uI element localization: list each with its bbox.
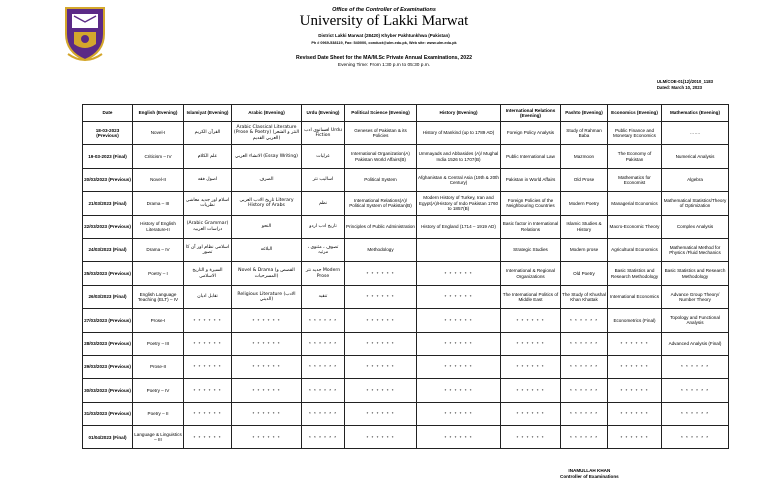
subject-cell: Prose-II: [133, 355, 184, 378]
subject-cell: القرآن الكريم: [184, 122, 232, 145]
subject-cell: Religious Literature (الادب الديني): [232, 285, 302, 308]
subject-cell: * * * * * *: [232, 309, 302, 332]
column-header: Political Science (Evening): [345, 105, 417, 122]
subject-cell: Islamic Studies & History: [561, 215, 608, 238]
table-header: [83, 105, 729, 122]
controller-title: Controller of Examinations: [560, 474, 619, 479]
date-cell: 20/03/2023 (Previous): [83, 168, 133, 191]
table-row: [83, 285, 729, 308]
subject-cell: * * * * * *: [561, 426, 608, 449]
subject-cell: البلاغه: [232, 238, 302, 261]
subject-cell: افسانوی ادب Urdu Fiction: [302, 122, 345, 145]
controller-name: INAMULLAH KHAN: [568, 468, 611, 473]
subject-cell: * * * * * *: [501, 332, 561, 355]
date-sheet-table: [82, 104, 729, 449]
subject-cell: History of English Literature-II: [133, 215, 184, 238]
subject-cell: * * * * * *: [662, 379, 729, 402]
date-cell: 30/03/2023 (Previous): [83, 379, 133, 402]
subject-cell: Poetry – IV: [133, 379, 184, 402]
subject-cell: Pakistan in World Affairs: [501, 168, 561, 191]
subject-cell: Mazmoon: [561, 145, 608, 168]
subject-cell: علم الكلام: [184, 145, 232, 168]
date-cell: 27/03/2023 (Previous): [83, 309, 133, 332]
subject-cell: * * * * * *: [302, 355, 345, 378]
date-cell: 31/03/2023 (Previous): [83, 402, 133, 425]
subject-cell: Poetry – III: [133, 332, 184, 355]
subject-cell: English Language Teaching (ELT) – IV: [133, 285, 184, 308]
subject-cell: Foreign Policies of the Neighbouring Countries: [501, 192, 561, 215]
subject-cell: اصول فقه: [184, 168, 232, 191]
subject-cell: …….: [662, 122, 729, 145]
subject-cell: Managerial Economics: [608, 192, 662, 215]
subject-cell: النحو: [232, 215, 302, 238]
subject-cell: * * * * * *: [417, 332, 501, 355]
subject-cell: Basic factor in International Relations: [501, 215, 561, 238]
subject-cell: Afghanistan & Central Asia (19th & 20th Century): [417, 168, 501, 191]
reference-block: [657, 79, 713, 91]
subject-cell: * * * * * *: [662, 402, 729, 425]
subject-cell: * * * * * *: [501, 426, 561, 449]
subject-cell: * * * * * *: [184, 355, 232, 378]
district-address: District Lakki Marwat (28420) Khyber Pakhtunkhwa (Pakistan): [318, 33, 450, 38]
subject-cell: * * * * * *: [608, 355, 662, 378]
subject-cell: تصوف ، مثنوی ، مرثیہ: [302, 238, 345, 261]
subject-cell: * * * * * *: [608, 402, 662, 425]
column-header: Date: [83, 105, 133, 122]
subject-cell: الصرف: [232, 168, 302, 191]
column-header: Arabic (Evening): [232, 105, 302, 122]
column-header: Pashto (Evening): [561, 105, 608, 122]
subject-cell: Criticism – IV: [133, 145, 184, 168]
subject-cell: جدید نثر Modern Prose: [302, 262, 345, 285]
subject-cell: * * * * * *: [232, 355, 302, 378]
date-cell: 01/04/2023 (Final): [83, 426, 133, 449]
subject-cell: Novel & Drama (القصص و المسرحيات): [232, 262, 302, 285]
subject-cell: International & Regional Organizations: [501, 262, 561, 285]
subject-cell: * * * * * *: [501, 402, 561, 425]
date-cell: 25/03/2023 (Previous): [83, 262, 133, 285]
subject-cell: Modern Poetry: [561, 192, 608, 215]
subject-cell: * * * * * *: [184, 402, 232, 425]
subject-cell: اسلام اور جدید معاشی نظریات: [184, 192, 232, 215]
subject-cell: * * * * * *: [184, 332, 232, 355]
table-row: [83, 192, 729, 215]
sheet-title: Revised Date Sheet for the MA/M.Sc Private Annual Examinations, 2022: [296, 55, 472, 61]
subject-cell: * * * * * *: [561, 402, 608, 425]
subject-cell: Old Poetry: [561, 262, 608, 285]
contact-info: Ph # 0969-538119, Fax: 540000, conduct@ulm.edu.pk, Web site: www.ulm.edu.pk: [311, 41, 457, 45]
subject-cell: * * * * * *: [345, 332, 417, 355]
subject-cell: * * * * * *: [302, 332, 345, 355]
subject-cell: * * * * * *: [501, 379, 561, 402]
subject-cell: * * * * * *: [232, 379, 302, 402]
column-header: English (Evening): [133, 105, 184, 122]
subject-cell: Advanced Analysis (Final): [662, 332, 729, 355]
subject-cell: Macro-Economic Theory: [608, 215, 662, 238]
subject-cell: * * * * * *: [184, 309, 232, 332]
subject-cell: اسلامی نظام اور آن کا تصور: [184, 238, 232, 261]
table-row: [83, 426, 729, 449]
subject-cell: Novel-I: [133, 122, 184, 145]
subject-cell: * * * * * *: [184, 379, 232, 402]
subject-cell: * * * * * *: [345, 262, 417, 285]
dated-line: Dated: March 10, 2023: [656, 85, 702, 90]
table-row: [83, 355, 729, 378]
office-title: Office of the Controller of Examinations: [332, 7, 436, 13]
column-header: History (Evening): [417, 105, 501, 122]
subject-cell: Public International Law: [501, 145, 561, 168]
subject-cell: * * * * * *: [501, 355, 561, 378]
table-row: [83, 332, 729, 355]
subject-cell: Basic Statistics and Research Methodology: [662, 262, 729, 285]
subject-cell: * * * * * *: [417, 402, 501, 425]
table-row: [83, 262, 729, 285]
subject-cell: Topology and Functional Analysis: [662, 309, 729, 332]
subject-cell: Novel-II: [133, 168, 184, 191]
subject-cell: * * * * * *: [232, 426, 302, 449]
subject-cell: International Relations(A)/ Political System of Pakistan(B): [345, 192, 417, 215]
subject-cell: Drama – III: [133, 192, 184, 215]
subject-cell: نظم: [302, 192, 345, 215]
date-cell: 22/03/2023 (Previous): [83, 215, 133, 238]
table-row: [83, 238, 729, 261]
subject-cell: Poetry – II: [133, 402, 184, 425]
reference-number: ULM/COE-01(12)/2010_1183: [656, 79, 713, 84]
university-name: University of Lakki Marwat: [299, 13, 469, 29]
subject-cell: * * * * * *: [561, 355, 608, 378]
subject-cell: * * * * * *: [232, 332, 302, 355]
subject-cell: تنقید: [302, 285, 345, 308]
exam-timing: Evening Time: From 1:30 p.m to 05:30 p.m.: [337, 63, 431, 68]
subject-cell: * * * * * *: [345, 285, 417, 308]
subject-cell: Algebra: [662, 168, 729, 191]
subject-cell: * * * * * *: [662, 426, 729, 449]
subject-cell: Principles of Public Administration: [345, 215, 417, 238]
subject-cell: * * * * * *: [561, 379, 608, 402]
subject-cell: Study of Rahman Baba: [561, 122, 608, 145]
subject-cell: Drama – IV: [133, 238, 184, 261]
date-cell: 18-03-2023 (Previous): [83, 122, 133, 145]
subject-cell: * * * * * *: [417, 309, 501, 332]
table-header-row: [83, 105, 729, 122]
subject-cell: Mathematics for Economist: [608, 168, 662, 191]
subject-cell: * * * * * *: [662, 355, 729, 378]
subject-cell: * * * * * *: [302, 402, 345, 425]
subject-cell: غزلیات: [302, 145, 345, 168]
subject-cell: Language & Linguistics – III: [133, 426, 184, 449]
subject-cell: Strategic Studies: [501, 238, 561, 261]
subject-cell: الانشاء العربي (Essay Writing): [232, 145, 302, 168]
subject-cell: * * * * * *: [232, 402, 302, 425]
table-row: [83, 379, 729, 402]
subject-cell: History of Mankind (up to 1789 AD): [417, 122, 501, 145]
subject-cell: * * * * * *: [608, 379, 662, 402]
subject-cell: * * * * * *: [302, 379, 345, 402]
subject-cell: International Organization(A) Pakistan World Affairs(B): [345, 145, 417, 168]
column-header: Urdu (Evening): [302, 105, 345, 122]
date-cell: 29/03/2023 (Previous): [83, 355, 133, 378]
document-header: [0, 0, 768, 92]
subject-cell: International Economics: [608, 285, 662, 308]
subject-cell: Econometrics (Final): [608, 309, 662, 332]
subject-cell: * * * * * *: [302, 309, 345, 332]
subject-cell: The Study of Khushal Khan Khattak: [561, 285, 608, 308]
subject-cell: * * * * * *: [501, 309, 561, 332]
signature-block: [560, 468, 619, 480]
subject-cell: Advance Group Theory/ Number Theory: [662, 285, 729, 308]
subject-cell: * * * * * *: [345, 379, 417, 402]
date-cell: 24/03/2023 (Final): [83, 238, 133, 261]
column-header: Mathematics (Evening): [662, 105, 729, 122]
subject-cell: تاریخ الادب العربی Literary History of Arabs: [232, 192, 302, 215]
subject-cell: Public Finance and Monetary Economics: [608, 122, 662, 145]
subject-cell: السیرة و التاريخ الاسلامی: [184, 262, 232, 285]
table-row: [83, 309, 729, 332]
subject-cell: * * * * * *: [417, 262, 501, 285]
subject-cell: [417, 238, 501, 261]
date-cell: 26/03/2023 (Final): [83, 285, 133, 308]
subject-cell: Agricultural Economics: [608, 238, 662, 261]
subject-cell: * * * * * *: [561, 309, 608, 332]
subject-cell: * * * * * *: [608, 426, 662, 449]
subject-cell: Mathematical Statistics/Theory of Optimization: [662, 192, 729, 215]
date-cell: 21/03/2023 (Final): [83, 192, 133, 215]
subject-cell: Methodology: [345, 238, 417, 261]
subject-cell: Modern prose: [561, 238, 608, 261]
subject-cell: * * * * * *: [417, 426, 501, 449]
subject-cell: * * * * * *: [561, 332, 608, 355]
subject-cell: Poetry – I: [133, 262, 184, 285]
subject-cell: * * * * * *: [417, 285, 501, 308]
subject-cell: تقابل ادیان: [184, 285, 232, 308]
subject-cell: Arabic Classical Literature (Prose & Poetry) (النثر و الشعر العربي القديم): [232, 122, 302, 145]
table-row: [83, 145, 729, 168]
subject-cell: * * * * * *: [184, 426, 232, 449]
column-header: International Relations (Evening): [501, 105, 561, 122]
table-row: [83, 168, 729, 191]
subject-cell: The International Politics of Middle East: [501, 285, 561, 308]
subject-cell: Prose-I: [133, 309, 184, 332]
subject-cell: * * * * * *: [608, 332, 662, 355]
table-row: [83, 122, 729, 145]
column-header: Economics (Evening): [608, 105, 662, 122]
table-body: [83, 122, 729, 449]
subject-cell: * * * * * *: [345, 426, 417, 449]
column-header: Islamiyat (Evening): [184, 105, 232, 122]
subject-cell: اسالیب نثر: [302, 168, 345, 191]
date-cell: 19-03-2023 (Final): [83, 145, 133, 168]
subject-cell: Political System: [345, 168, 417, 191]
date-cell: 28/03/2023 (Previous): [83, 332, 133, 355]
subject-cell: * * * * * *: [417, 355, 501, 378]
subject-cell: Mathematical Method for Physics /Fluid Mechanics: [662, 238, 729, 261]
subject-cell: * * * * * *: [345, 402, 417, 425]
subject-cell: Complex Analysis: [662, 215, 729, 238]
subject-cell: * * * * * *: [345, 355, 417, 378]
subject-cell: Old Prose: [561, 168, 608, 191]
subject-cell: Ummayads and Abbasides (A)/ Mughal India 1526 to 1707(B): [417, 145, 501, 168]
subject-cell: Geneses of Pakistan & its Policies: [345, 122, 417, 145]
subject-cell: History of England (1714 – 1919 AD): [417, 215, 501, 238]
subject-cell: * * * * * *: [345, 309, 417, 332]
subject-cell: Numerical Analysis: [662, 145, 729, 168]
subject-cell: * * * * * *: [302, 426, 345, 449]
subject-cell: The Economy of Pakistan: [608, 145, 662, 168]
subject-cell: تاریخ ادب اردو: [302, 215, 345, 238]
subject-cell: Modern History of Turkey, Iran and Egypt(A)/History of Indo Pakistan 1760 to 1857(B): [417, 192, 501, 215]
table-row: [83, 402, 729, 425]
table-row: [83, 215, 729, 238]
subject-cell: * * * * * *: [417, 379, 501, 402]
subject-cell: (Arabic Grammar) دراسات العربیہ: [184, 215, 232, 238]
subject-cell: Basic Statistics and Research Methodology: [608, 262, 662, 285]
subject-cell: Foreign Policy Analysis: [501, 122, 561, 145]
